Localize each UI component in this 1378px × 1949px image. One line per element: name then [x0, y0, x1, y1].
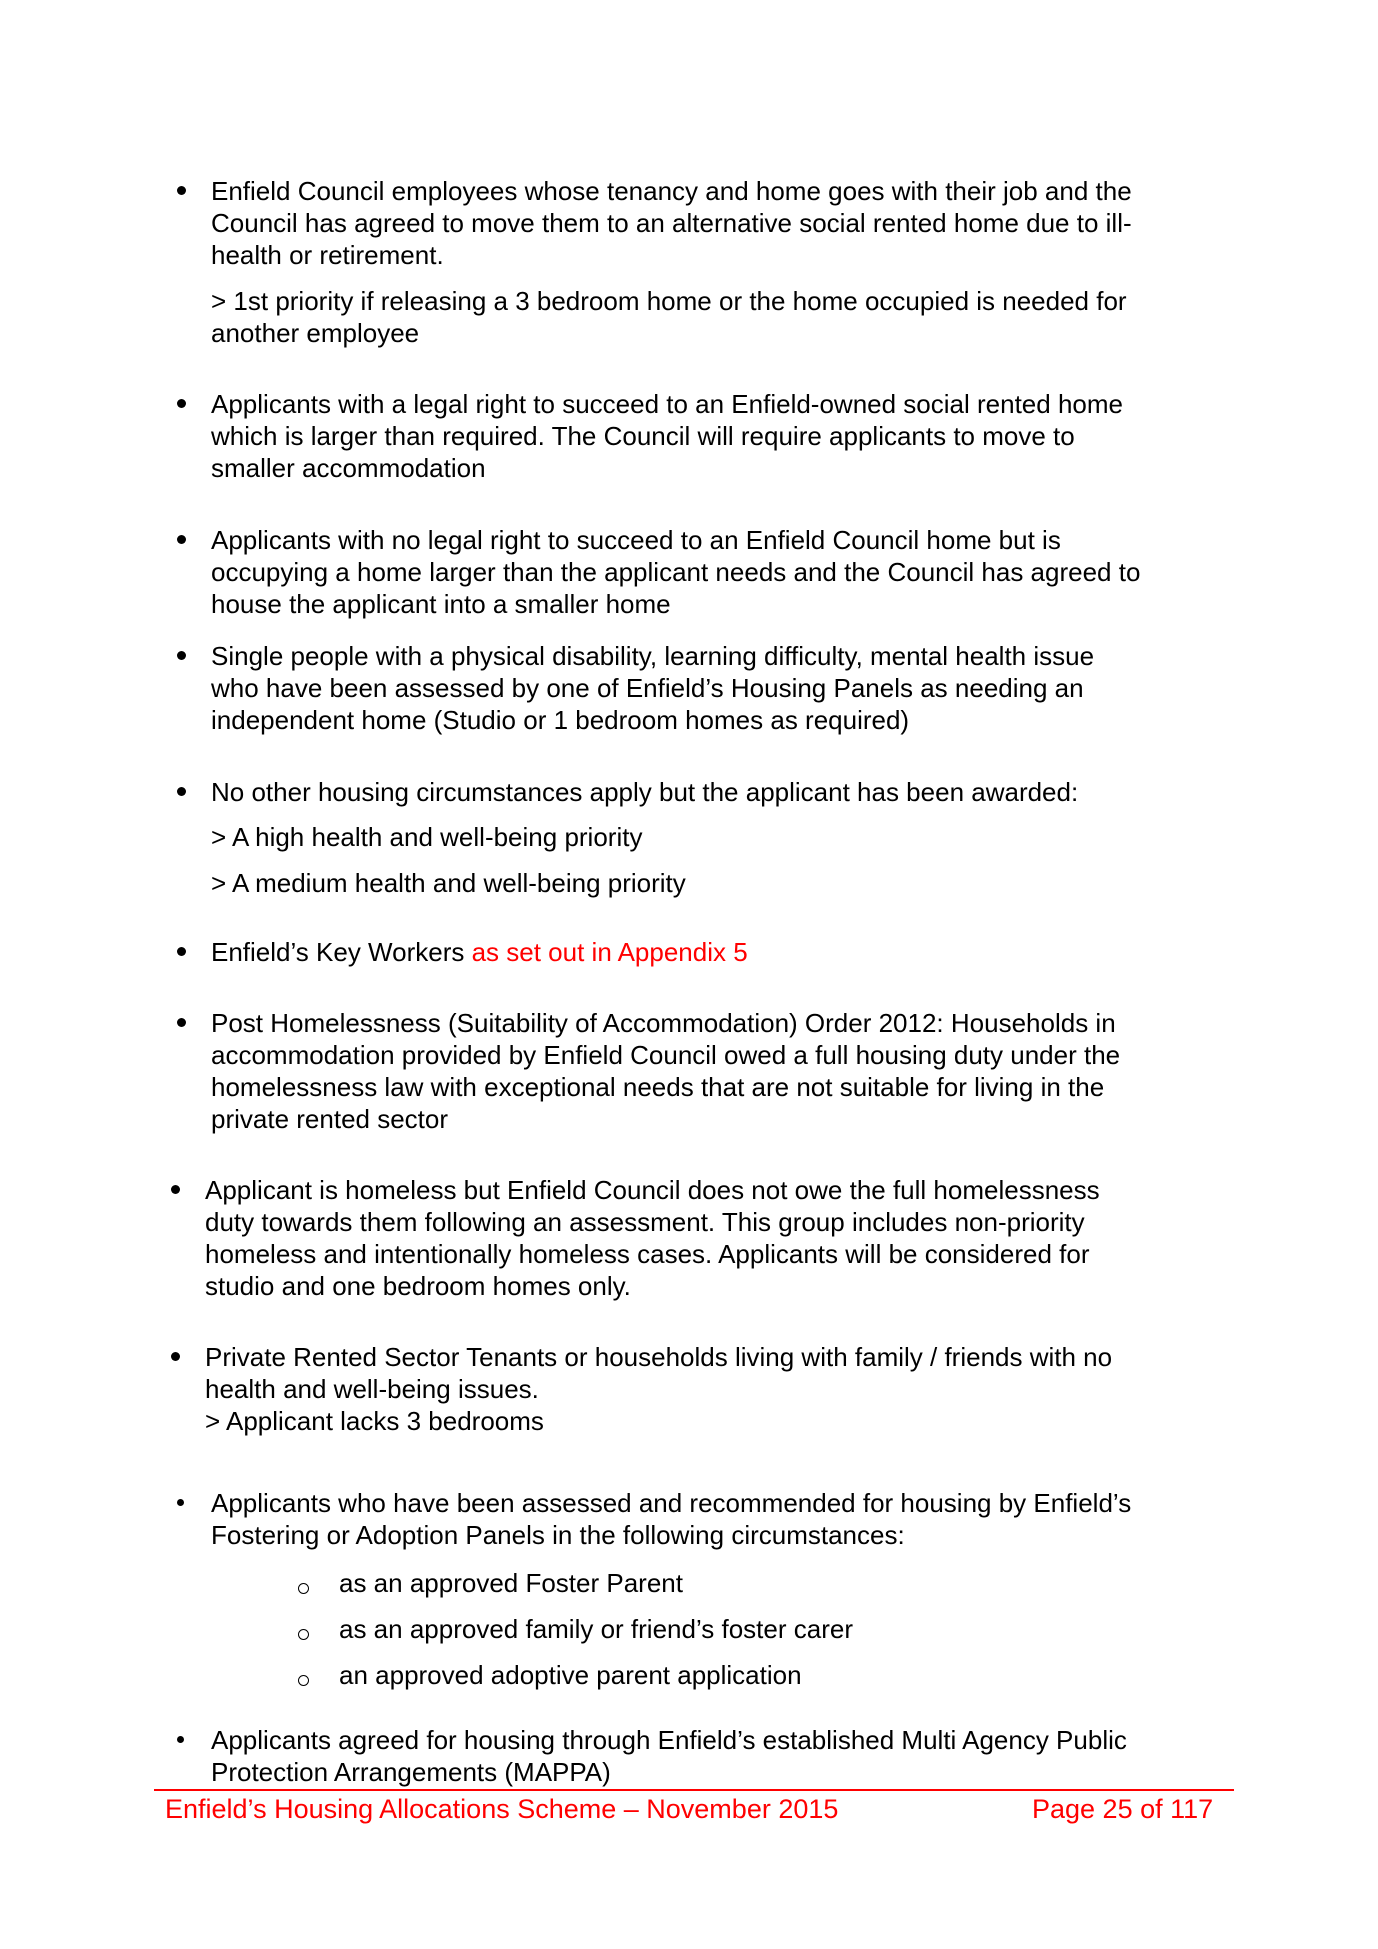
bullet-icon	[177, 651, 186, 660]
bullet-icon	[177, 787, 186, 796]
list-item-sub: as an approved family or friend’s foster carer	[339, 1614, 853, 1644]
list-item-text: Applicant is homeless but Enfield Council does not owe the full homelessness duty towards them following an assessment. This group includes non-priority homeless and intentionally homeless cases. Applicants will be considered for studio and one bedroom homes only.	[205, 1175, 1100, 1301]
list-item-text: No other housing circumstances apply but the applicant has been awarded:	[211, 777, 1079, 807]
list-item-sub: an approved adoptive parent application	[339, 1660, 802, 1690]
bullet-icon	[177, 399, 186, 408]
list-item-text: Applicants who have been assessed and recommended for housing by Enfield’s Fostering or Adoption Panels in the following circumstances:	[211, 1488, 1132, 1550]
bullet-icon	[171, 1352, 180, 1361]
circle-bullet-icon	[298, 1629, 309, 1640]
list-item-sub: > A medium health and well-being priority	[211, 868, 686, 898]
list-item-text: Applicants agreed for housing through Enfield’s established Multi Agency Public Protection Arrangements (MAPPA)	[211, 1725, 1127, 1787]
page-number: Page 25 of 117	[1032, 1794, 1214, 1824]
bullet-icon	[177, 1499, 184, 1506]
circle-bullet-icon	[298, 1675, 309, 1686]
list-item-text: Single people with a physical disability, learning difficulty, mental health issue who have been assessed by one of Enfield’s Housing Panels as needing an independent home (Studio or 1 bedroom homes as required)	[211, 641, 1095, 735]
bullet-icon	[171, 1185, 180, 1194]
appendix-reference: as set out in Appendix 5	[471, 937, 748, 967]
footer-title: Enfield’s Housing Allocations Scheme – November 2015	[165, 1794, 839, 1824]
list-item-text	[211, 936, 1261, 968]
list-item-text: Enfield Council employees whose tenancy and home goes with their job and the Council has agreed to move them to an alternative social rented home due to ill- health or retirement.	[211, 176, 1132, 270]
bullet-icon	[177, 1736, 184, 1743]
bullet-icon	[177, 535, 186, 544]
list-item-text: Applicants with no legal right to succeed to an Enfield Council home but is occupying a home larger than the applicant needs and the Council has agreed to house the applicant into a smaller home	[211, 525, 1141, 619]
list-item-text: Applicants with a legal right to succeed to an Enfield-owned social rented home which is larger than required. The Council will require applicants to move to smaller accommodation	[211, 389, 1123, 483]
bullet-icon	[177, 186, 186, 195]
footer-divider	[154, 1789, 1234, 1791]
bullet-icon	[177, 1018, 186, 1027]
list-item-sub: as an approved Foster Parent	[339, 1568, 683, 1598]
list-item-sub: > A high health and well-being priority	[211, 822, 643, 852]
key-workers-text: Enfield’s Key Workers	[211, 937, 472, 967]
circle-bullet-icon	[298, 1583, 309, 1594]
bullet-icon	[177, 947, 186, 956]
list-item-text: Private Rented Sector Tenants or households living with family / friends with no health and well-being issues. > Applicant lacks 3 bedrooms	[205, 1342, 1113, 1436]
list-item-sub: > 1st priority if releasing a 3 bedroom home or the home occupied is needed for another employee	[211, 286, 1127, 348]
list-item-text: Post Homelessness (Suitability of Accommodation) Order 2012: Households in accommodation provided by Enfield Council owed a full housing duty under the homelessness law with exceptional needs that are not suitable for living in the private rented sector	[211, 1008, 1121, 1134]
